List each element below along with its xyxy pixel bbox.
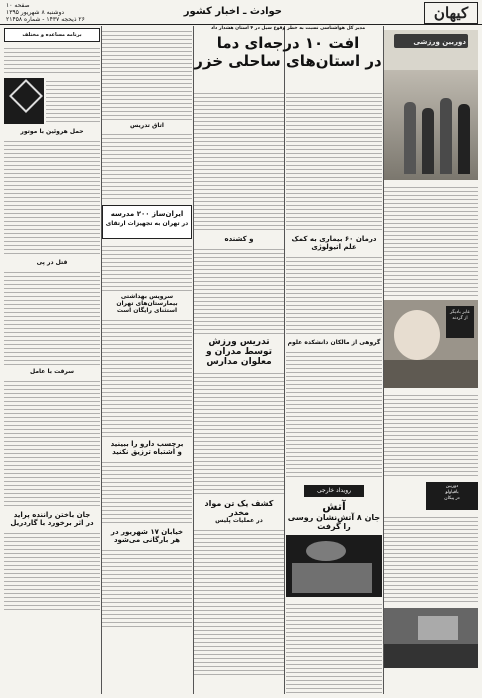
photo-boys: دوربین ورزشی xyxy=(384,30,478,180)
headline: گروهی از مالکان دانشکده علوم xyxy=(287,339,381,346)
info-box: دوربین باقیاولو در پیکان xyxy=(426,482,478,510)
headline: جان باختن راننده پراید xyxy=(13,511,91,519)
headline: خیابان ۱۷ شهریور در xyxy=(110,528,184,536)
headline: در اثر برخورد با گاردریل xyxy=(10,519,94,527)
headline: کشف یک تن مواد مخدر xyxy=(204,499,274,517)
headline: بیمارستان‌های تهران xyxy=(116,300,178,307)
column-c2 xyxy=(194,90,284,694)
headline: افت ۱۰ درجه‌ای دما xyxy=(216,34,360,52)
headline: حمل هروئین با موتور xyxy=(20,128,84,135)
right-column xyxy=(384,26,478,694)
highlight-box: ایران‌ساز ۲۰۰ مدرسه در تهران به تجهیزات ارتقای xyxy=(102,205,192,239)
photo-fire xyxy=(286,535,382,597)
lead-headline-block xyxy=(194,26,382,86)
photo-bottom xyxy=(384,608,478,668)
headline: و کشنده xyxy=(224,235,254,243)
section-title: حوادث ـ اخبار کشور xyxy=(183,6,282,17)
section-box: رویداد خارجی xyxy=(304,485,364,497)
date-lunar: ۲۶ ذیحجه ۱۴۳۷ - شماره ۲۱۴۵۸ xyxy=(6,16,85,23)
photo-child: عابر بادیگر از گردنه xyxy=(384,300,478,388)
headline: جان ۸ آتش‌نشان روسی را گرفت xyxy=(287,513,381,531)
headline: هر بارگانی می‌شود xyxy=(113,536,181,544)
headline: اتاق تدریس xyxy=(130,122,164,129)
headline: درمان ۶۰ بیماری به کمک علم اتیولوژی xyxy=(291,235,377,251)
article-text xyxy=(384,184,478,296)
column-c3 xyxy=(102,26,192,694)
headline: سرویس بهداشتی xyxy=(120,293,174,300)
logo-image xyxy=(4,78,44,124)
article-text xyxy=(384,392,478,478)
date-solar: دوشنبه ۸ شهریور ۱۳۹۵ xyxy=(6,9,65,16)
article-text xyxy=(384,514,478,604)
headline: آتش xyxy=(322,500,346,513)
headline: در عملیات پلیس xyxy=(215,517,263,524)
column-c1 xyxy=(286,90,382,694)
masthead xyxy=(0,0,482,25)
page-number: صفحه ۱۰ xyxy=(6,2,30,9)
left-column xyxy=(4,26,100,694)
issue-meta xyxy=(6,2,85,23)
headline: تدریس ورزش توسط مدران و معلوان مدارس xyxy=(205,337,273,367)
headline-sub: در استان‌های ساحلی خزر xyxy=(194,52,382,70)
headline: برچسب دارو را ببینید xyxy=(110,440,184,448)
headline: استثنای رایگان است xyxy=(116,307,178,314)
headline: و اشتباه ترزیق نکنید xyxy=(112,448,182,456)
program-box: برنامه مساعده و مختلف xyxy=(4,28,100,42)
headline: سرقت با عامل xyxy=(29,368,75,375)
headline: قتل در پی xyxy=(36,259,68,266)
kicker: مدیر کل هواشناسی نسبت به خطر وقوع سیل در ۴ استان هشدار داد xyxy=(210,26,366,31)
logo: کیهان xyxy=(424,2,478,24)
